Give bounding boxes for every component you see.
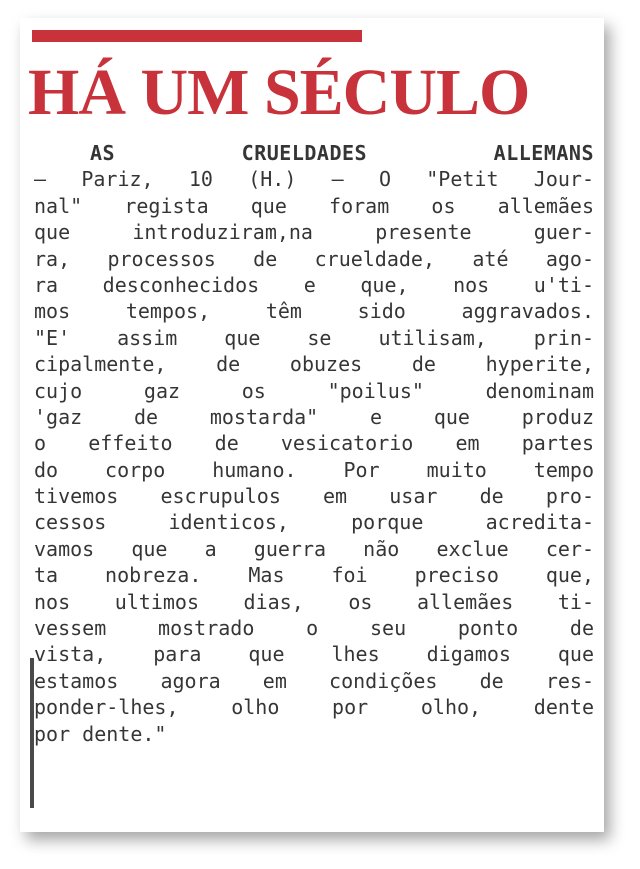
article-line: ta nobreza. Mas foi preciso que, <box>34 563 594 588</box>
newspaper-clipping <box>20 18 604 832</box>
article-line: ra desconhecidos e que, nos u'ti- <box>34 272 594 297</box>
scan-edge-mark <box>30 658 34 808</box>
article-line: mos tempos, têm sido aggravados. <box>34 299 594 324</box>
article-line: cessos identicos, porque acredita- <box>34 510 594 535</box>
article-line: ra, processos de crueldade, até ago- <box>34 246 594 271</box>
article-line: — Pariz, 10 (H.) — O "Petit Jour- <box>34 167 594 192</box>
article-line: cipalmente, de obuzes de hyperite, <box>34 352 594 377</box>
article-line: que introduziram,na presente guer- <box>34 220 594 245</box>
article-line: vessem mostrado o seu ponto de <box>34 616 594 641</box>
article-heading: AS CRUELDADES ALLEMANS <box>90 141 594 165</box>
red-accent-bar <box>32 30 362 42</box>
article-line: cujo gaz os "poilus" denominam <box>34 378 594 403</box>
article-line: nos ultimos dias, os allemães ti- <box>34 589 594 614</box>
article-line: estamos agora em condições de res- <box>34 668 594 693</box>
article-line: do corpo humano. Por muito tempo <box>34 457 594 482</box>
article-line: vista, para que lhes digamos que <box>34 642 594 667</box>
article-line: ponder-lhes, olho por olho, dente <box>34 695 594 720</box>
article-line: 'gaz de mostarda" e que produz <box>34 404 594 429</box>
article-line: tivemos escrupulos em usar de pro- <box>34 484 594 509</box>
article-line: por dente." <box>34 721 167 746</box>
article-line: vamos que a guerra não exclue cer- <box>34 536 594 561</box>
article-line: o effeito de vesicatorio em partes <box>34 431 594 456</box>
article-body <box>34 140 594 747</box>
article-line: nal" regista que foram os allemães <box>34 193 594 218</box>
article-line: "E' assim que se utilisam, prin- <box>34 325 594 350</box>
section-headline: HÁ UM SÉCULO <box>28 56 530 129</box>
